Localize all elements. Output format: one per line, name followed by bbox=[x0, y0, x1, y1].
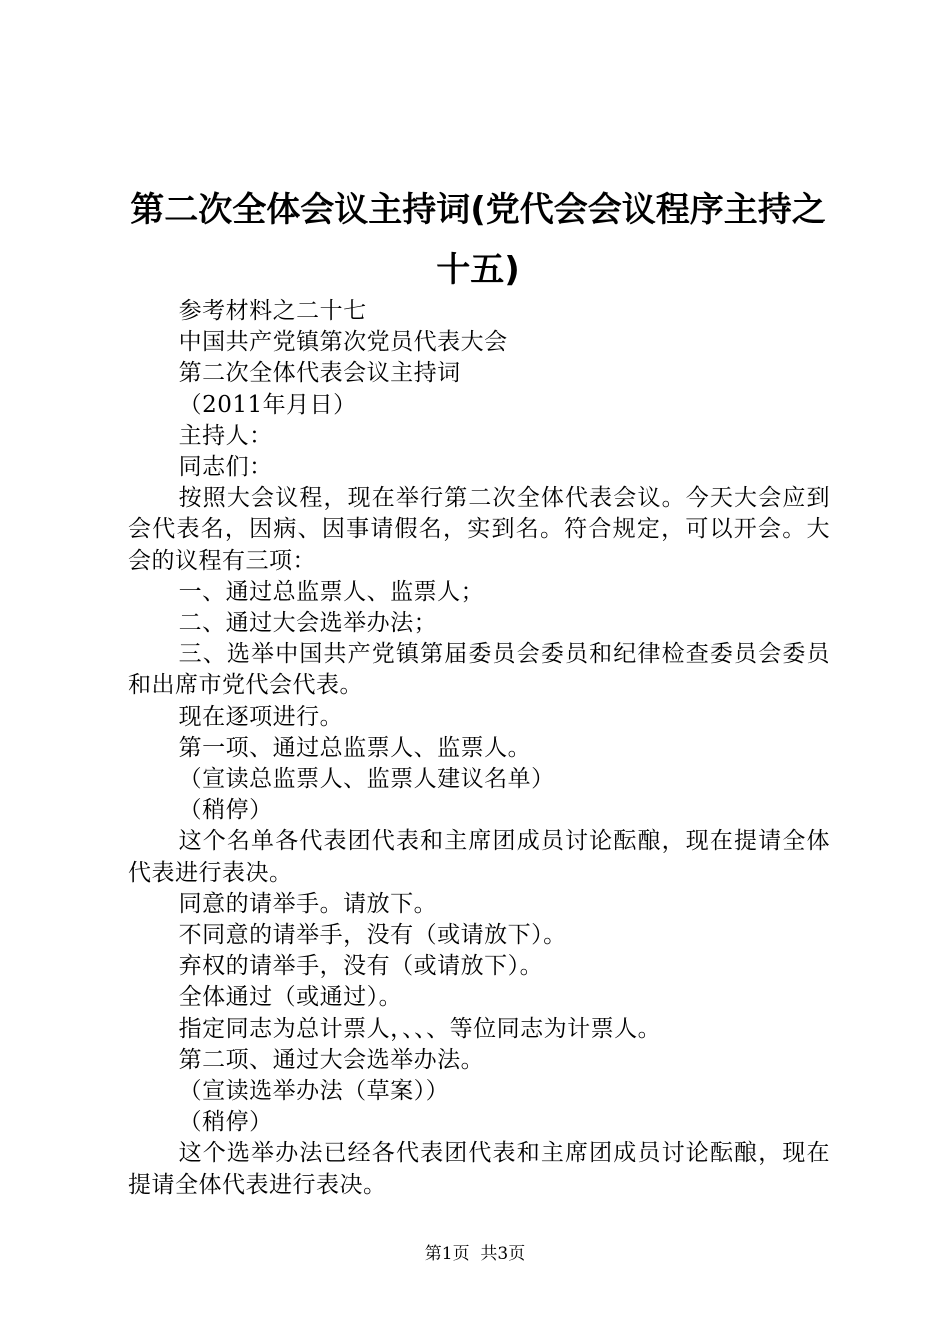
paragraph: （宣读总监票人、监票人建议名单） bbox=[178, 766, 555, 793]
paragraph: 这个选举办法已经各代表团代表和主席团成员讨论酝酿，现在提请全体代表进行表决。 bbox=[128, 1140, 830, 1198]
paragraph: （稍停） bbox=[178, 797, 273, 824]
paragraph: 参考材料之二十七 bbox=[178, 298, 367, 324]
paragraph: 第二项、通过大会选举办法。 bbox=[178, 1046, 485, 1073]
paragraph: 同意的请举手。请放下。 bbox=[178, 890, 438, 917]
paragraph: 按照大会议程，现在举行第二次全体代表会议。今天大会应到会代表名，因病、因事请假名，实到名。符合规定，可以开会。大会的议程有三项： bbox=[128, 485, 830, 574]
paragraph: 第二次全体代表会议主持词 bbox=[178, 360, 461, 387]
paragraph: 主持人： bbox=[178, 422, 273, 449]
paragraph: 现在逐项进行。 bbox=[178, 703, 344, 730]
paragraph: 全体通过（或通过）。 bbox=[178, 984, 403, 1011]
paragraph: 弃权的请举手，没有（或请放下）。 bbox=[178, 953, 544, 980]
paragraph: （2011年月日） bbox=[178, 391, 357, 418]
paragraph: 第一项、通过总监票人、监票人。 bbox=[178, 734, 532, 761]
document-body bbox=[128, 296, 830, 1201]
paragraph: 这个名单各代表团代表和主席团成员讨论酝酿，现在提请全体代表进行表决。 bbox=[128, 828, 830, 886]
paragraph: 中国共产党镇第次党员代表大会 bbox=[178, 329, 508, 356]
page-footer bbox=[0, 1243, 950, 1265]
paragraph: 同志们： bbox=[178, 454, 273, 481]
paragraph: 一、通过总监票人、监票人； bbox=[178, 578, 485, 605]
page-number: 第1页 bbox=[424, 1244, 470, 1264]
paragraph: 指定同志为总计票人，、、、等位同志为计票人。 bbox=[178, 1015, 662, 1042]
paragraph: 二、通过大会选举办法； bbox=[178, 610, 438, 637]
document-title: 第二次全体会议主持词(党代会会议程序主持之十五) bbox=[130, 190, 826, 290]
paragraph: 不同意的请举手，没有（或请放下）。 bbox=[178, 922, 567, 949]
footer-separator bbox=[470, 1244, 481, 1264]
page-total: 共3页 bbox=[480, 1244, 526, 1264]
paragraph: （宣读选举办法（草案）） bbox=[178, 1078, 450, 1105]
paragraph: （稍停） bbox=[178, 1109, 273, 1136]
paragraph: 三、选举中国共产党镇第届委员会委员和纪律检查委员会委员和出席市党代会代表。 bbox=[128, 641, 830, 699]
